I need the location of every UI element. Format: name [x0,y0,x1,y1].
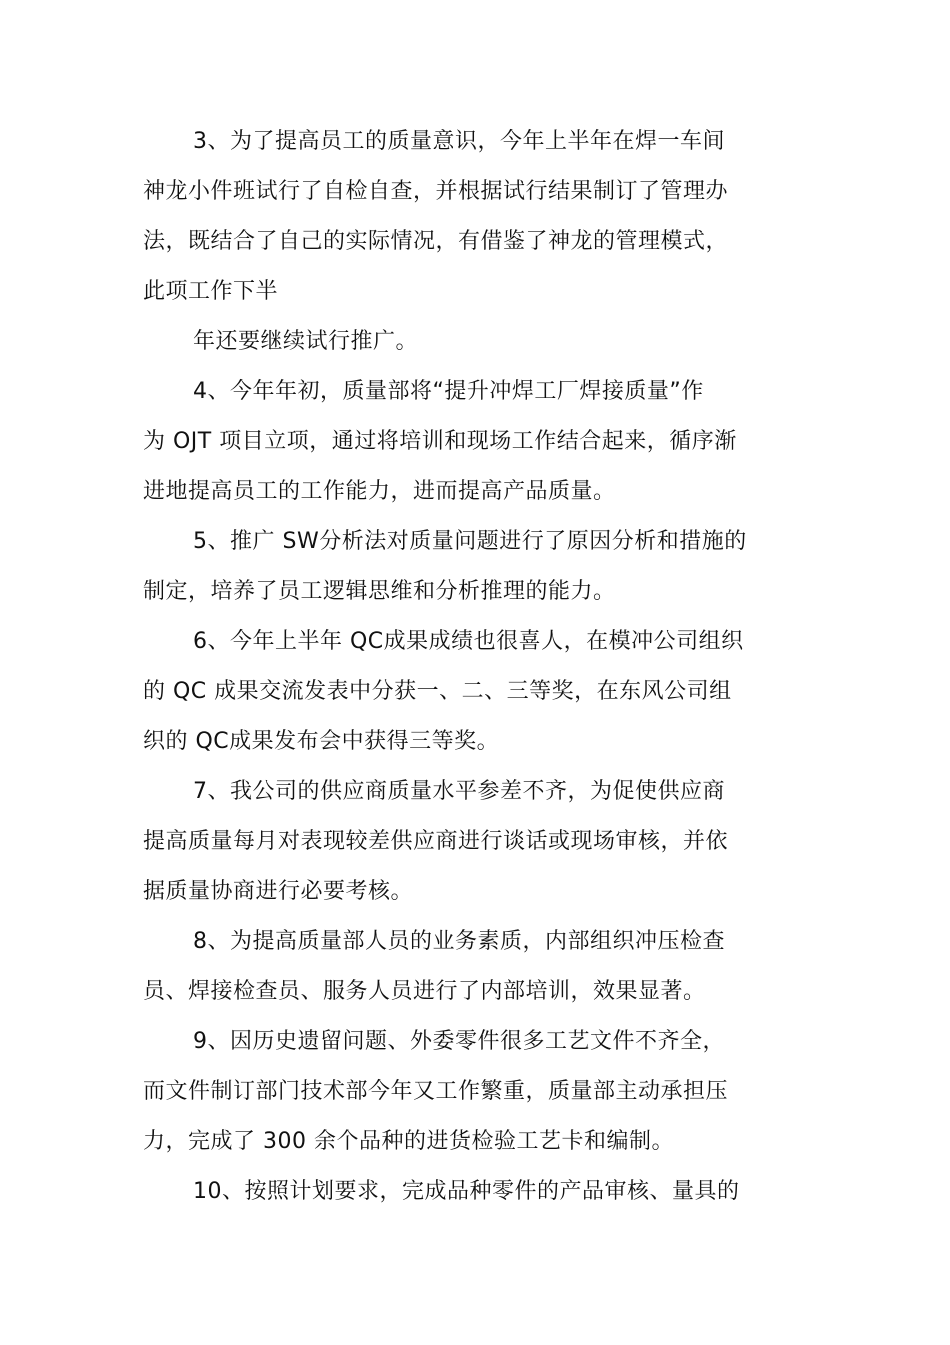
item-6-line-3: 织的 QC成果发布会中获得三等奖。 [143,729,500,754]
item-9-line-3: 力，完成了 300 余个品种的进货检验工艺卡和编制。 [143,1129,674,1154]
item-6-line-2: 的 QC 成果交流发表中分获一、二、三等奖，在东风公司组 [143,679,732,704]
item-6-line-1: 6、今年上半年 QC成果成绩也很喜人，在模冲公司组织 [193,629,744,654]
item-5-line-2: 制定，培养了员工逻辑思维和分析推理的能力。 [143,579,616,604]
item-3-line-5: 年还要继续试行推广。 [193,329,419,354]
item-3-line-1: 3、为了提高员工的质量意识，今年上半年在焊一车间 [193,129,725,154]
item-8-line-2: 员、焊接检查员、服务人员进行了内部培训，效果显著。 [143,979,706,1004]
item-4-line-3: 进地提高员工的工作能力，进而提高产品质量。 [143,479,616,504]
item-7-line-3: 据质量协商进行必要考核。 [143,879,414,904]
item-3-line-4: 此项工作下半 [143,279,279,304]
item-4-line-1: 4、今年年初，质量部将“提升冲焊工厂焊接质量”作 [193,379,704,404]
item-4-line-2: 为 OJT 项目立项，通过将培训和现场工作结合起来，循序渐 [143,429,737,454]
item-3-line-2: 神龙小件班试行了自检自查，并根据试行结果制订了管理办 [143,179,729,204]
item-9-line-1: 9、因历史遗留问题、外委零件很多工艺文件不齐全， [193,1029,725,1054]
item-3-line-3: 法，既结合了自己的实际情况，有借鉴了神龙的管理模式， [143,229,729,254]
item-5-line-1: 5、推广 SW分析法对质量问题进行了原因分析和措施的 [193,529,747,554]
item-7-line-1: 7、我公司的供应商质量水平参差不齐，为促使供应商 [193,779,725,804]
item-10-line-1: 10、按照计划要求，完成品种零件的产品审核、量具的 [193,1179,740,1204]
item-8-line-1: 8、为提高质量部人员的业务素质，内部组织冲压检查 [193,929,725,954]
item-9-line-2: 而文件制订部门技术部今年又工作繁重，质量部主动承担压 [143,1079,729,1104]
item-7-line-2: 提高质量每月对表现较差供应商进行谈话或现场审核，并依 [143,829,729,854]
